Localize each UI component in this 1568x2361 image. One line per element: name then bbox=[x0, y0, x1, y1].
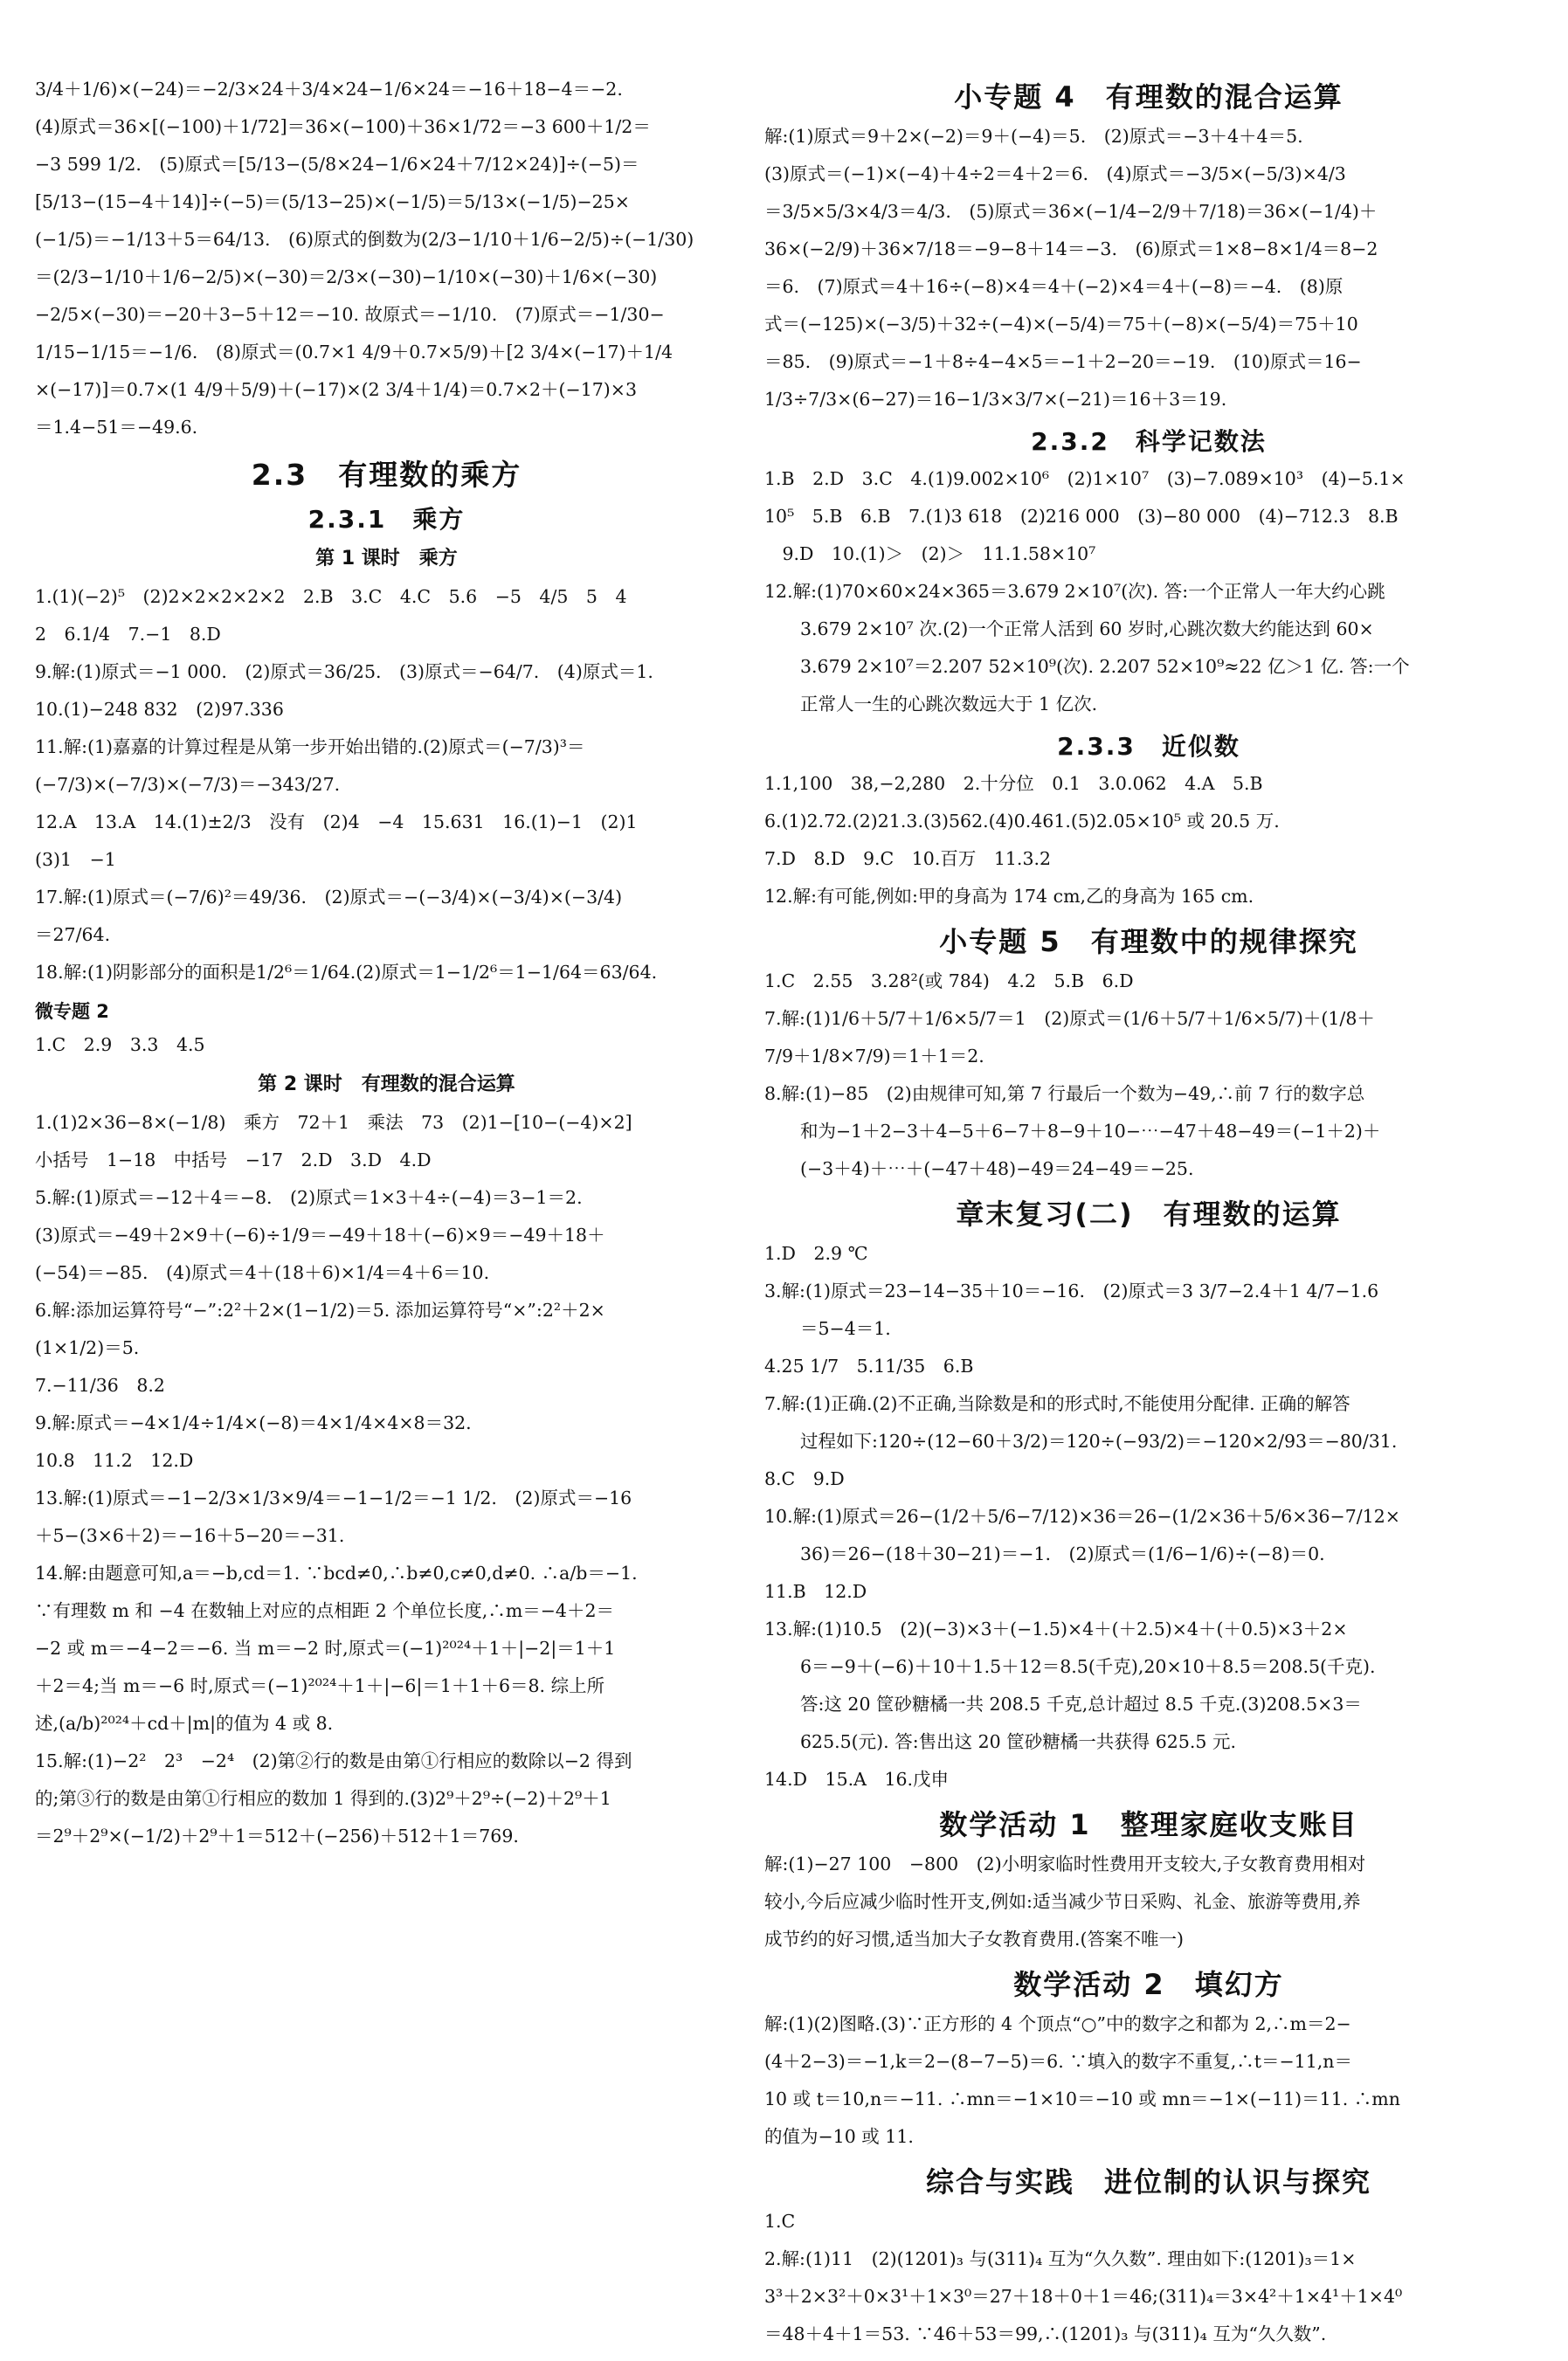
answer-line: (3)原式＝(−1)×(−4)＋4÷2＝4＋2＝6. (4)原式＝−3/5×(−5/3)×4/3 bbox=[764, 163, 1346, 184]
answer-line: ＝2⁹＋2⁹×(−1/2)＋2⁹＋1＝512＋(−256)＋512＋1＝769. bbox=[35, 1826, 519, 1847]
answer-line: (−3＋4)＋⋯＋(−47＋48)−49＝24−49＝−25. bbox=[764, 1158, 1194, 1179]
answer-line: 12.解:有可能,例如:甲的身高为 174 cm,乙的身高为 165 cm. bbox=[764, 886, 1254, 907]
answer-line: 9.D 10.(1)＞ (2)＞ 11.1.58×10⁷ bbox=[764, 543, 1096, 564]
answer-line: 3³＋2×3²＋0×3¹＋1×3⁰＝27＋18＋0＋1＝46;(311)₄＝3×4²＋1×4¹＋1×4⁰ bbox=[764, 2286, 1403, 2307]
topic-heading: 小专题 4 有理数的混合运算 bbox=[954, 80, 1344, 114]
answer-line: (−1/5)＝−1/13＋5＝64/13. (6)原式的倒数为(2/3−1/10＋1/6−2/5)÷(−1/30) bbox=[35, 229, 694, 250]
answer-line: (1×1/2)＝5. bbox=[35, 1337, 140, 1358]
answer-line: 7.解:(1)1/6＋5/7＋1/6×5/7＝1 (2)原式＝(1/6＋5/7＋1/6×5/7)＋(1/8＋ bbox=[764, 1008, 1375, 1029]
answer-line: 的值为−10 或 11. bbox=[764, 2126, 914, 2147]
answer-line: 10.8 11.2 12.D bbox=[35, 1450, 194, 1471]
topic-heading: 数学活动 1 整理家庭收支账目 bbox=[939, 1808, 1358, 1841]
answer-line: 15.解:(1)−2² 2³ −2⁴ (2)第②行的数是由第①行相应的数除以−2 得到 bbox=[35, 1750, 632, 1771]
answer-line: 9.解:(1)原式＝−1 000. (2)原式＝36/25. (3)原式＝−64/7. (4)原式＝1. bbox=[35, 661, 653, 682]
answer-line: 7.−11/36 8.2 bbox=[35, 1375, 165, 1396]
answer-line: (4＋2−3)＝−1,k＝2−(8−7−5)＝6. ∵填入的数字不重复,∴t＝−11,n＝ bbox=[764, 2051, 1352, 2072]
subsection-heading: 2.3.3 近似数 bbox=[1057, 732, 1240, 761]
topic-heading: 数学活动 2 填幻方 bbox=[1013, 1968, 1284, 2001]
answer-line: 式＝(−125)×(−3/5)＋32÷(−4)×(−5/4)＝75＋(−8)×(−5/4)＝75＋10 bbox=[764, 314, 1358, 335]
right-column bbox=[764, 79, 1533, 2361]
answer-line: 的;第③行的数是由第①行相应的数加 1 得到的.(3)2⁹＋2⁹÷(−2)＋2⁹＋1 bbox=[35, 1788, 611, 1809]
answer-line: 1.C 2.55 3.28²(或 784) 4.2 5.B 6.D bbox=[764, 970, 1134, 991]
answer-line: ＝3/5×5/3×4/3＝4/3. (5)原式＝36×(−1/4−2/9＋7/18)＝36×(−1/4)＋ bbox=[764, 201, 1378, 222]
answer-line: 3.679 2×10⁷＝2.207 52×10⁹(次). 2.207 52×10⁹≈22 亿＞1 亿. 答:一个 bbox=[764, 656, 1410, 677]
lesson-heading: 第 2 课时 有理数的混合运算 bbox=[258, 1073, 515, 1095]
answer-line: 625.5(元). 答:售出这 20 筐砂糖橘一共获得 625.5 元. bbox=[764, 1731, 1236, 1752]
answer-line: 13.解:(1)原式＝−1−2/3×1/3×9/4＝−1−1/2＝−1 1/2. (2)原式＝−16 bbox=[35, 1488, 632, 1508]
answer-line: 1.D 2.9 ℃ bbox=[764, 1243, 868, 1264]
answer-line: ＋2＝4;当 m＝−6 时,原式＝(−1)²⁰²⁴＋1＋|−6|＝1＋1＋6＝8. 综上所 bbox=[35, 1675, 605, 1696]
answer-line: ＝48＋4＋1＝53. ∵46＋53＝99,∴(1201)₃ 与(311)₄ 互为“久久数”. bbox=[764, 2323, 1327, 2344]
answer-line: (−54)＝−85. (4)原式＝4＋(18＋6)×1/4＝4＋6＝10. bbox=[35, 1262, 490, 1283]
answer-line: 17.解:(1)原式＝(−7/6)²＝49/36. (2)原式＝−(−3/4)×(−3/4)×(−3/4) bbox=[35, 887, 623, 908]
answer-line: 7.解:(1)正确.(2)不正确,当除数是和的形式时,不能使用分配律. 正确的解答 bbox=[764, 1393, 1350, 1414]
answer-line: [5/13−(15−4＋14)]÷(−5)＝(5/13−25)×(−1/5)＝5/13×(−1/5)−25× bbox=[35, 191, 630, 212]
answer-line: 答:这 20 筐砂糖橘一共 208.5 千克,总计超过 8.5 千克.(3)208.5×3＝ bbox=[764, 1694, 1362, 1715]
answer-line: 36)＝26−(18＋30−21)＝−1. (2)原式＝(1/6−1/6)÷(−8)＝0. bbox=[764, 1543, 1325, 1564]
answer-line: 1.1,100 38,−2,280 2.十分位 0.1 3.0.062 4.A 5.B bbox=[764, 773, 1263, 794]
answer-line: 12.A 13.A 14.(1)±2/3 没有 (2)4 −4 15.631 16.(1)−1 (2)1 bbox=[35, 811, 638, 832]
answer-line: ＝1.4−51＝−49.6. bbox=[35, 417, 198, 438]
topic-heading: 综合与实践 进位制的认识与探究 bbox=[925, 2165, 1371, 2199]
answer-line: 10⁵ 5.B 6.B 7.(1)3 618 (2)216 000 (3)−80 000 (4)−712.3 8.B bbox=[764, 506, 1399, 527]
answer-line: 7.D 8.D 9.C 10.百万 11.3.2 bbox=[764, 848, 1052, 869]
answer-line: 3.解:(1)原式＝23−14−35＋10＝−16. (2)原式＝3 3/7−2.4＋1 4/7−1.6 bbox=[764, 1281, 1379, 1301]
answer-line: −2 或 m＝−4−2＝−6. 当 m＝−2 时,原式＝(−1)²⁰²⁴＋1＋|−2|＝1＋1 bbox=[35, 1638, 616, 1659]
answer-line: 2 6.1/4 7.−1 8.D bbox=[35, 624, 221, 645]
topic-heading: 小专题 5 有理数中的规律探究 bbox=[939, 925, 1358, 958]
answer-line: 成节约的好习惯,适当加大子女教育费用.(答案不唯一) bbox=[764, 1929, 1185, 1950]
answer-line: 10.解:(1)原式＝26−(1/2＋5/6−7/12)×36＝26−(1/2×36＋5/6×36−7/12× bbox=[764, 1506, 1400, 1527]
answer-line: ×(−17)]＝0.7×(1 4/9＋5/9)＋(−17)×(2 3/4＋1/4)＝0.7×2＋(−17)×3 bbox=[35, 379, 638, 400]
answer-line: (3)1 −1 bbox=[35, 849, 116, 870]
answer-line: 9.解:原式＝−4×1/4÷1/4×(−8)＝4×1/4×4×8＝32. bbox=[35, 1412, 472, 1433]
answer-line: 13.解:(1)10.5 (2)(−3)×3＋(−1.5)×4＋(＋2.5)×4＋(＋0.5)×3＋2× bbox=[764, 1619, 1348, 1640]
topic-heading: 章末复习(二) 有理数的运算 bbox=[956, 1198, 1342, 1231]
answer-line: 36×(−2/9)＋36×7/18＝−9−8＋14＝−3. (6)原式＝1×8−8×1/4＝8−2 bbox=[764, 238, 1378, 259]
answer-line: 11.解:(1)嘉嘉的计算过程是从第一步开始出错的.(2)原式＝(−7/3)³＝ bbox=[35, 736, 585, 757]
subsection-heading: 2.3.2 科学记数法 bbox=[1031, 427, 1267, 456]
section-heading: 2.3 有理数的乘方 bbox=[251, 458, 522, 492]
answer-line: 12.解:(1)70×60×24×365＝3.679 2×10⁷(次). 答:一个正常人一年大约心跳 bbox=[764, 581, 1385, 602]
answer-line: −3 599 1/2. (5)原式＝[5/13−(5/8×24−1/6×24＋7/12×24)]÷(−5)＝ bbox=[35, 154, 639, 175]
answer-line: 和为−1＋2−3＋4−5＋6−7＋8−9＋10−⋯−47＋48−49＝(−1＋2)＋ bbox=[764, 1121, 1381, 1142]
answer-line: 6.(1)2.72.(2)21.3.(3)562.(4)0.461.(5)2.05×10⁵ 或 20.5 万. bbox=[764, 811, 1280, 832]
answer-line: ＝6. (7)原式＝4＋16÷(−8)×4＝4＋(−2)×4＝4＋(−8)＝−4. (8)原 bbox=[764, 276, 1344, 297]
answer-line: 解:(1)−27 100 −800 (2)小明家临时性费用开支较大,子女教育费用相对 bbox=[764, 1854, 1366, 1874]
answer-line: 1/15−1/15＝−1/6. (8)原式＝(0.7×1 4/9＋0.7×5/9)＋[2 3/4×(−17)＋1/4 bbox=[35, 342, 673, 362]
answer-line: 14.解:由题意可知,a＝−b,cd＝1. ∵bcd≠0,∴b≠0,c≠0,d≠0. ∴a/b＝−1. bbox=[35, 1563, 638, 1584]
left-column bbox=[35, 79, 738, 1863]
answer-line: ＝85. (9)原式＝−1＋8÷4−4×5＝−1＋2−20＝−19. (10)原式＝16− bbox=[764, 351, 1362, 372]
answer-line: ∵有理数 m 和 −4 在数轴上对应的点相距 2 个单位长度,∴m＝−4＋2＝ bbox=[35, 1600, 615, 1621]
answer-line: 1.B 2.D 3.C 4.(1)9.002×10⁶ (2)1×10⁷ (3)−7.089×10³ (4)−5.1× bbox=[764, 468, 1406, 489]
answer-line: 8.解:(1)−85 (2)由规律可知,第 7 行最后一个数为−49,∴前 7 行的数字总 bbox=[764, 1083, 1365, 1104]
answer-line: 解:(1)原式＝9＋2×(−2)＝9＋(−4)＝5. (2)原式＝−3＋4＋4＝5. bbox=[764, 126, 1303, 147]
answer-line: 1.C 2.9 3.3 4.5 bbox=[35, 1034, 205, 1055]
answer-line: 7/9＋1/8×7/9)＝1＋1＝2. bbox=[764, 1046, 984, 1067]
lesson-heading: 第 1 课时 乘方 bbox=[315, 548, 458, 570]
answer-line: ＋5−(3×6＋2)＝−16＋5−20＝−31. bbox=[35, 1525, 345, 1546]
answer-line: (−7/3)×(−7/3)×(−7/3)＝−343/27. bbox=[35, 774, 341, 795]
answer-line: 3/4＋1/6)×(−24)＝−2/3×24＋3/4×24−1/6×24＝−16＋18−4＝−2. bbox=[35, 79, 623, 100]
answer-line: 10.(1)−248 832 (2)97.336 bbox=[35, 699, 284, 720]
answer-line: ＝(2/3−1/10＋1/6−2/5)×(−30)＝2/3×(−30)−1/10×(−30)＋1/6×(−30) bbox=[35, 266, 658, 287]
mini-topic-heading: 微专题 2 bbox=[35, 1001, 109, 1022]
answer-line: 3.679 2×10⁷ 次.(2)一个正常人活到 60 岁时,心跳次数大约能达到 60× bbox=[764, 618, 1374, 639]
answer-line: 6.解:添加运算符号“−”:2²＋2×(1−1/2)＝5. 添加运算符号“×”:2²＋2× bbox=[35, 1300, 605, 1321]
answer-line: (3)原式＝−49＋2×9＋(−6)÷1/9＝−49＋18＋(−6)×9＝−49＋18＋ bbox=[35, 1225, 605, 1246]
answer-line: 1.(1)2×36−8×(−1/8) 乘方 72＋1 乘法 73 (2)1−[10−(−4)×2] bbox=[35, 1112, 632, 1133]
answer-line: 2.解:(1)11 (2)(1201)₃ 与(311)₄ 互为“久久数”. 理由如下:(1201)₃＝1× bbox=[764, 2248, 1357, 2269]
answer-line: 述,(a/b)²⁰²⁴＋cd＋|m|的值为 4 或 8. bbox=[35, 1713, 334, 1734]
answer-line: 11.B 12.D bbox=[764, 1581, 867, 1602]
answer-line: 1.(1)(−2)⁵ (2)2×2×2×2×2 2.B 3.C 4.C 5.6 −5 4/5 5 4 bbox=[35, 586, 627, 607]
answer-line: 14.D 15.A 16.戊申 bbox=[764, 1769, 950, 1790]
answer-line: 10 或 t＝10,n＝−11. ∴mn＝−1×10＝−10 或 mn＝−1×(−11)＝11. ∴mn bbox=[764, 2088, 1400, 2109]
answer-line: ＝5−4＝1. bbox=[764, 1318, 891, 1339]
answer-line: 1.C bbox=[764, 2211, 796, 2232]
answer-line: 正常人一生的心跳次数远大于 1 亿次. bbox=[764, 694, 1098, 715]
answer-line: 18.解:(1)阴影部分的面积是1/2⁶＝1/64.(2)原式＝1−1/2⁶＝1−1/64＝63/64. bbox=[35, 962, 658, 983]
answer-line: ＝27/64. bbox=[35, 924, 111, 945]
answer-line: 1/3÷7/3×(6−27)＝16−1/3×3/7×(−21)＝16＋3＝19. bbox=[764, 389, 1227, 410]
answer-line: 5.解:(1)原式＝−12＋4＝−8. (2)原式＝1×3＋4÷(−4)＝3−1＝2. bbox=[35, 1187, 583, 1208]
answer-line: −2/5×(−30)＝−20＋3−5＋12＝−10. 故原式＝−1/10. (7)原式＝−1/30− bbox=[35, 304, 665, 325]
answer-line: 8.C 9.D bbox=[764, 1468, 845, 1489]
answer-line: 小括号 1−18 中括号 −17 2.D 3.D 4.D bbox=[35, 1149, 432, 1170]
answer-line: 过程如下:120÷(12−60＋3/2)＝120÷(−93/2)＝−120×2/93＝−80/31. bbox=[764, 1431, 1398, 1452]
answer-line: 4.25 1/7 5.11/35 6.B bbox=[764, 1356, 974, 1377]
answer-line: 解:(1)(2)图略.(3)∵正方形的 4 个顶点“○”中的数字之和都为 2,∴m＝2− bbox=[764, 2013, 1351, 2034]
answer-line: 6＝−9＋(−6)＋10＋1.5＋12＝8.5(千克),20×10＋8.5＝208.5(千克). bbox=[764, 1656, 1376, 1677]
answer-line: 较小,今后应减少临时性开支,例如:适当减少节日采购、礼金、旅游等费用,养 bbox=[764, 1891, 1361, 1912]
answer-line: (4)原式＝36×[(−100)＋1/72]＝36×(−100)＋36×1/72＝−3 600＋1/2＝ bbox=[35, 116, 651, 137]
subsection-heading: 2.3.1 乘方 bbox=[307, 505, 466, 534]
